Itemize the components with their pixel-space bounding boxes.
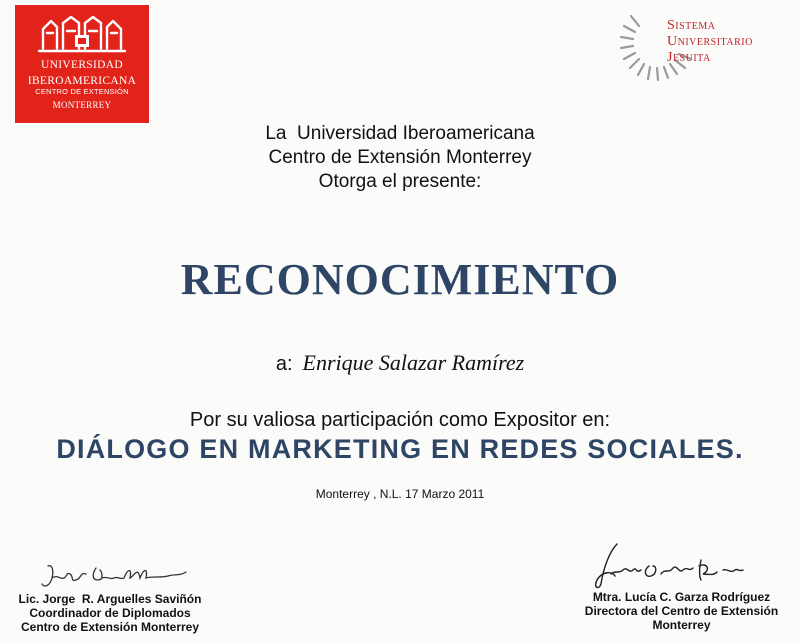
place-date: Monterrey , N.L. 17 Marzo 2011 (315, 487, 485, 501)
signature-right-role: Directora del Centro de Extensión (584, 604, 779, 618)
header-line2: Centro de Extensión Monterrey (268, 147, 532, 168)
ibero-sub-line4: MONTERREY (52, 100, 112, 110)
signature-left-handwriting (40, 560, 190, 592)
signature-right-name: Mtra. Lucía C. Garza Rodríguez (592, 590, 771, 604)
signature-right-org: Monterrey (652, 618, 711, 632)
suj-text (667, 18, 753, 66)
signature-left-role: Coordinador de Diplomados (29, 606, 191, 620)
suj-line2: Universitario (667, 34, 753, 49)
signature-left-name: Lic. Jorge R. Arguelles Saviñón (18, 592, 202, 606)
suj-line1: Sistema (667, 18, 716, 33)
signature-right (563, 540, 800, 632)
recipient-prefix: a: (275, 353, 293, 375)
reason-text: Por su valiosa participación como Expositor en: (189, 409, 611, 431)
ibero-logo (15, 5, 149, 123)
header-line3: Otorga el presente: (318, 171, 482, 192)
event-title: DIÁLOGO EN MARKETING EN REDES SOCIALES. (56, 434, 744, 464)
signature-right-text (563, 590, 800, 632)
ibero-sub-line3: CENTRO DE EXTENSIÓN (35, 87, 129, 96)
certificate-header (0, 122, 800, 194)
certificate-title: RECONOCIMIENTO (180, 255, 620, 304)
header-line1: La Universidad Iberoamericana (265, 123, 535, 144)
signature-left (0, 560, 220, 634)
signature-left-org: Centro de Extensión Monterrey (20, 620, 200, 634)
signature-left-text (0, 592, 220, 634)
recipient (0, 350, 800, 376)
ibero-name-line2: IBEROAMERICANA (27, 75, 137, 87)
suj-logo (615, 8, 795, 108)
signature-right-handwriting (573, 540, 763, 592)
ibero-name-line1: UNIVERSIDAD (41, 59, 123, 71)
recipient-name: Enrique Salazar Ramírez (302, 350, 525, 375)
suj-line3: Jesuita (667, 50, 711, 65)
ibero-emblem-icon (37, 11, 127, 55)
